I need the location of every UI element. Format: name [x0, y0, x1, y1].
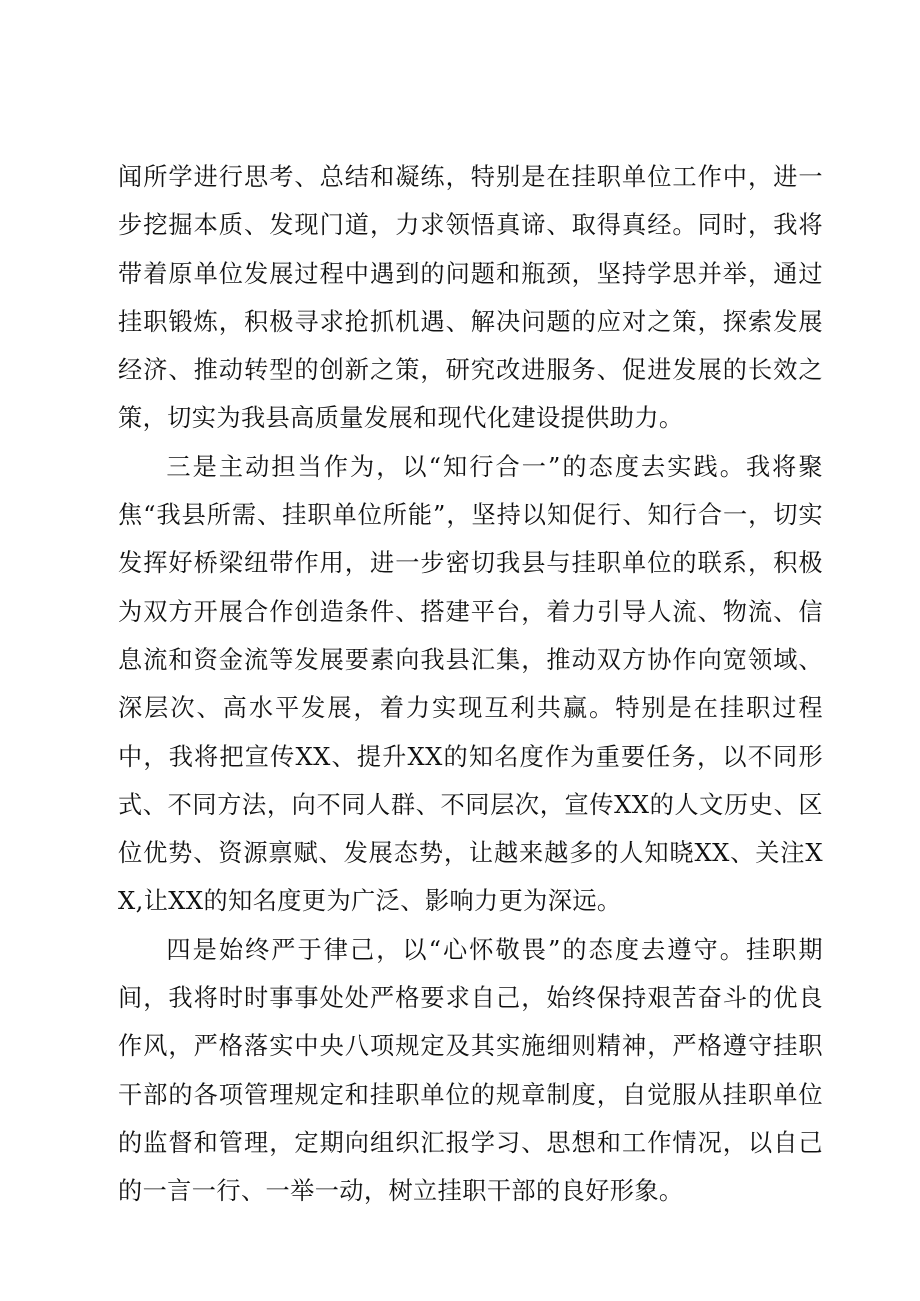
paragraph-third-point: 三是主动担当作为，以“知行合一”的态度去实践。我将聚焦“我县所需、挂职单位所能”，坚持以知促行、知行合一，切实发挥好桥梁纽带作用，进一步密切我县与挂职单位的联系，积极为双方开展合作创造条件、搭建平台，着力引导人流、物流、信息流和资金流等发展要素向我县汇集，推动双方协作向宽领域、深层次、高水平发展，着力实现互利共赢。特别是在挂职过程中，我将把宣传XX、提升XX的知名度作为重要任务，以不同形式、不同方法，向不同人群、不同层次，宣传XX的人文历史、区位优势、资源禀赋、发展态势，让越来越多的人知晓XX、关注XX,让XX的知名度更为广泛、影响力更为深远。	[118, 452, 823, 916]
continued-paragraph: 闻所学进行思考、总结和凝练，特别是在挂职单位工作中，进一步挖掘本质、发现门道，力求领悟真谛、取得真经。同时，我将带着原单位发展过程中遇到的问题和瓶颈，坚持学思并举，通过挂职锻炼，积极寻求抢抓机遇、解决问题的应对之策，探索发展经济、推动转型的创新之策，研究改进服务、促进发展的长效之策，切实为我县高质量发展和现代化建设提供助力。	[118, 163, 823, 433]
paragraph-fourth-point: 四是始终严于律己，以“心怀敬畏”的态度去遵守。挂职期间，我将时时事事处处严格要求自己，始终保持艰苦奋斗的优良作风，严格落实中央八项规定及其实施细则精神，严格遵守挂职干部的各项管理规定和挂职单位的规章制度，自觉服从挂职单位的监督和管理，定期向组织汇报学习、思想和工作情况，以自己的一言一行、一举一动，树立挂职干部的良好形象。	[118, 935, 823, 1206]
document-body	[118, 153, 823, 1216]
